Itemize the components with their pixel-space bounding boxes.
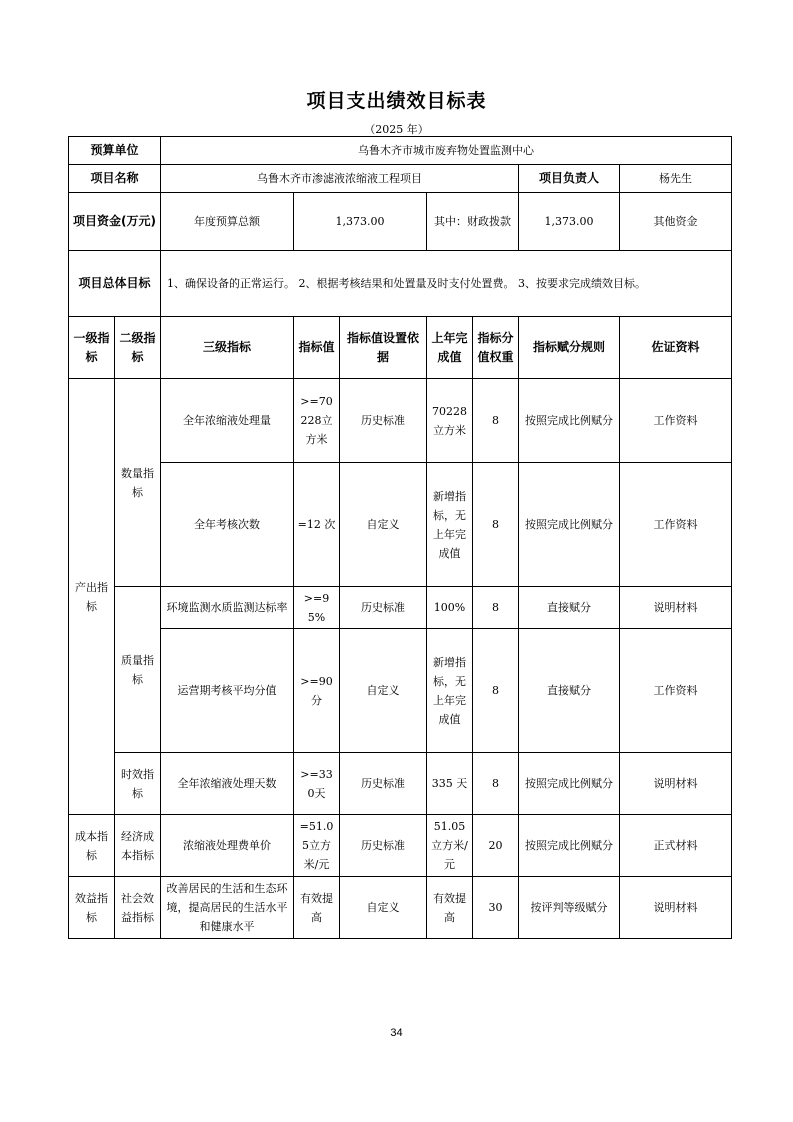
row-basis: 历史标准 xyxy=(340,815,427,877)
level2-timeliness: 时效指标 xyxy=(115,753,161,815)
row-evidence: 工作资料 xyxy=(620,379,732,463)
row-rule: 按评判等级赋分 xyxy=(519,877,620,939)
level2-economic: 经济成本指标 xyxy=(115,815,161,877)
row-value: >=330天 xyxy=(294,753,340,815)
row-name: 全年考核次数 xyxy=(161,463,294,587)
fund-label: 项目资金(万元) xyxy=(69,193,161,251)
row-name: 浓缩液处理费单价 xyxy=(161,815,294,877)
row-value: =12 次 xyxy=(294,463,340,587)
row-name: 环境监测水质监测达标率 xyxy=(161,587,294,629)
row-value: >=90分 xyxy=(294,629,340,753)
row-rule: 按照完成比例赋分 xyxy=(519,753,620,815)
header-evidence: 佐证资料 xyxy=(620,317,732,379)
header-level3: 三级指标 xyxy=(161,317,294,379)
total-label: 年度预算总额 xyxy=(161,193,294,251)
project-value: 乌鲁木齐市渗滤液浓缩液工程项目 xyxy=(161,165,519,193)
row-last: 新增指标，无上年完成值 xyxy=(427,629,473,753)
row-last: 100% xyxy=(427,587,473,629)
row-name: 改善居民的生活和生态环境，提高居民的生活水平和健康水平 xyxy=(161,877,294,939)
row-basis: 自定义 xyxy=(340,629,427,753)
level2-social: 社会效益指标 xyxy=(115,877,161,939)
goal-value: 1、确保设备的正常运行。 2、根据考核结果和处置量及时支付处置费。 3、按要求完成绩效目标。 xyxy=(161,251,732,317)
row-last: 新增指标，无上年完成值 xyxy=(427,463,473,587)
row-evidence: 工作资料 xyxy=(620,629,732,753)
performance-table xyxy=(68,136,732,939)
year-label: （2025 年） xyxy=(364,123,429,136)
row-weight: 30 xyxy=(473,877,519,939)
level1-output: 产出指标 xyxy=(69,379,115,815)
leader-label: 项目负责人 xyxy=(519,165,620,193)
row-value: >=70228立方米 xyxy=(294,379,340,463)
row-rule: 按照完成比例赋分 xyxy=(519,463,620,587)
row-basis: 历史标准 xyxy=(340,379,427,463)
row-evidence: 说明材料 xyxy=(620,753,732,815)
row-rule: 按照完成比例赋分 xyxy=(519,379,620,463)
fiscal-value: 1,373.00 xyxy=(519,193,620,251)
row-rule: 直接赋分 xyxy=(519,629,620,753)
leader-value: 杨先生 xyxy=(620,165,732,193)
row-weight: 20 xyxy=(473,815,519,877)
row-basis: 历史标准 xyxy=(340,587,427,629)
row-rule: 按照完成比例赋分 xyxy=(519,815,620,877)
row-weight: 8 xyxy=(473,463,519,587)
header-rule: 指标赋分规则 xyxy=(519,317,620,379)
level2-quality: 质量指标 xyxy=(115,587,161,753)
header-weight: 指标分值权重 xyxy=(473,317,519,379)
header-value: 指标值 xyxy=(294,317,340,379)
row-name: 全年浓缩液处理天数 xyxy=(161,753,294,815)
row-value: 有效提高 xyxy=(294,877,340,939)
row-weight: 8 xyxy=(473,379,519,463)
fiscal-label: 其中：财政拨款 xyxy=(427,193,519,251)
project-label: 项目名称 xyxy=(69,165,161,193)
header-basis: 指标值设置依据 xyxy=(340,317,427,379)
level1-benefit: 效益指标 xyxy=(69,877,115,939)
row-weight: 8 xyxy=(473,587,519,629)
row-value: >=95% xyxy=(294,587,340,629)
page-number: 34 xyxy=(390,1027,403,1039)
row-last: 70228立方米 xyxy=(427,379,473,463)
row-basis: 自定义 xyxy=(340,877,427,939)
level1-cost: 成本指标 xyxy=(69,815,115,877)
row-weight: 8 xyxy=(473,753,519,815)
unit-value: 乌鲁木齐市城市废弃物处置监测中心 xyxy=(161,137,732,165)
row-basis: 自定义 xyxy=(340,463,427,587)
unit-label: 预算单位 xyxy=(69,137,161,165)
row-value: =51.05立方米/元 xyxy=(294,815,340,877)
row-name: 全年浓缩液处理量 xyxy=(161,379,294,463)
page-title: 项目支出绩效目标表 xyxy=(306,90,487,112)
level2-quantity: 数量指标 xyxy=(115,379,161,587)
row-basis: 历史标准 xyxy=(340,753,427,815)
row-last: 有效提高 xyxy=(427,877,473,939)
row-last: 335 天 xyxy=(427,753,473,815)
row-name: 运营期考核平均分值 xyxy=(161,629,294,753)
header-last: 上年完成值 xyxy=(427,317,473,379)
row-rule: 直接赋分 xyxy=(519,587,620,629)
row-evidence: 说明材料 xyxy=(620,877,732,939)
goal-label: 项目总体目标 xyxy=(69,251,161,317)
row-evidence: 正式材料 xyxy=(620,815,732,877)
other-label: 其他资金 xyxy=(620,193,732,251)
header-level1: 一级指标 xyxy=(69,317,115,379)
row-evidence: 说明材料 xyxy=(620,587,732,629)
header-level2: 二级指标 xyxy=(115,317,161,379)
row-weight: 8 xyxy=(473,629,519,753)
total-value: 1,373.00 xyxy=(294,193,427,251)
row-last: 51.05立方米/元 xyxy=(427,815,473,877)
row-evidence: 工作资料 xyxy=(620,463,732,587)
